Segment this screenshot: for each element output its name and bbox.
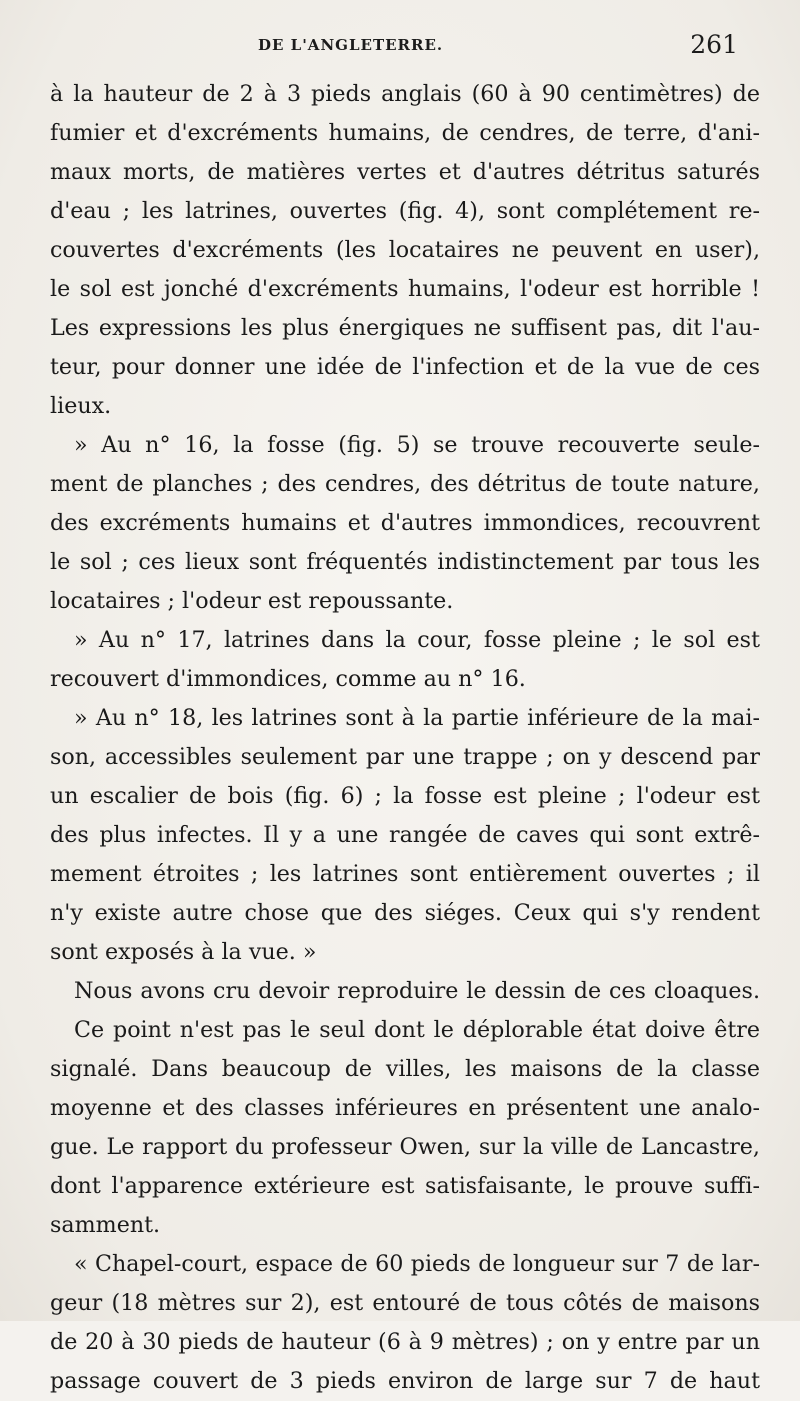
text-line: geur (18 mètres sur 2), est entouré de tous côtés de maisons	[50, 1290, 760, 1316]
text-line: d'eau ; les latrines, ouvertes (fig. 4), sont complétement re-	[50, 198, 760, 224]
text-line: gue. Le rapport du professeur Owen, sur la ville de Lancastre,	[50, 1134, 760, 1160]
text-line: » Au n° 18, les latrines sont à la partie inférieure de la mai-	[74, 705, 760, 731]
text-line: « Chapel-court, espace de 60 pieds de longueur sur 7 de lar-	[74, 1251, 760, 1277]
text-line: fumier et d'excréments humains, de cendres, de terre, d'ani-	[50, 120, 760, 146]
text-line: ment de planches ; des cendres, des détritus de toute nature,	[50, 471, 760, 497]
page-number: 261	[690, 30, 738, 59]
running-title: DE L'ANGLETERRE.	[258, 36, 444, 54]
text-line: lieux.	[50, 393, 112, 419]
text-line: maux morts, de matières vertes et d'autres détritus saturés	[50, 159, 760, 185]
text-line: sont exposés à la vue. »	[50, 939, 317, 965]
body-text	[50, 75, 760, 1401]
text-line: n'y existe autre chose que des siéges. Ceux qui s'y rendent	[50, 900, 760, 926]
text-line: Ce point n'est pas le seul dont le déplorable état doive être	[74, 1017, 760, 1043]
text-line: recouvert d'immondices, comme au n° 16.	[50, 666, 526, 692]
text-line: son, accessibles seulement par une trappe ; on y descend par	[50, 744, 760, 770]
text-line: moyenne et des classes inférieures en présentent une analo-	[50, 1095, 760, 1121]
text-line: à la hauteur de 2 à 3 pieds anglais (60 à 90 centimètres) de	[50, 81, 760, 107]
text-line: Nous avons cru devoir reproduire le dessin de ces cloaques.	[74, 978, 760, 1004]
text-line: » Au n° 17, latrines dans la cour, fosse pleine ; le sol est	[74, 627, 760, 653]
text-line: samment.	[50, 1212, 161, 1238]
text-line: » Au n° 16, la fosse (fig. 5) se trouve recouverte seule-	[74, 432, 760, 458]
text-line: locataires ; l'odeur est repoussante.	[50, 588, 454, 614]
text-line: mement étroites ; les latrines sont entièrement ouvertes ; il	[50, 861, 760, 887]
text-line: le sol ; ces lieux sont fréquentés indistinctement par tous les	[50, 549, 760, 575]
text-line: teur, pour donner une idée de l'infection et de la vue de ces	[50, 354, 760, 380]
text-line: signalé. Dans beaucoup de villes, les maisons de la classe	[50, 1056, 760, 1082]
text-line: des excréments humains et d'autres immondices, recouvrent	[50, 510, 760, 536]
text-line: un escalier de bois (fig. 6) ; la fosse est pleine ; l'odeur est	[50, 783, 760, 809]
text-line: passage couvert de 3 pieds environ de large sur 7 de haut	[50, 1368, 760, 1394]
text-line: le sol est jonché d'excréments humains, l'odeur est horrible !	[50, 276, 760, 302]
text-line: Les expressions les plus énergiques ne suffisent pas, dit l'au-	[50, 315, 760, 341]
text-line: des plus infectes. Il y a une rangée de caves qui sont extrê-	[50, 822, 760, 848]
text-line: dont l'apparence extérieure est satisfaisante, le prouve suffi-	[50, 1173, 760, 1199]
text-line: de 20 à 30 pieds de hauteur (6 à 9 mètres) ; on y entre par un	[50, 1329, 760, 1355]
text-line: couvertes d'excréments (les locataires ne peuvent en user),	[50, 237, 760, 263]
